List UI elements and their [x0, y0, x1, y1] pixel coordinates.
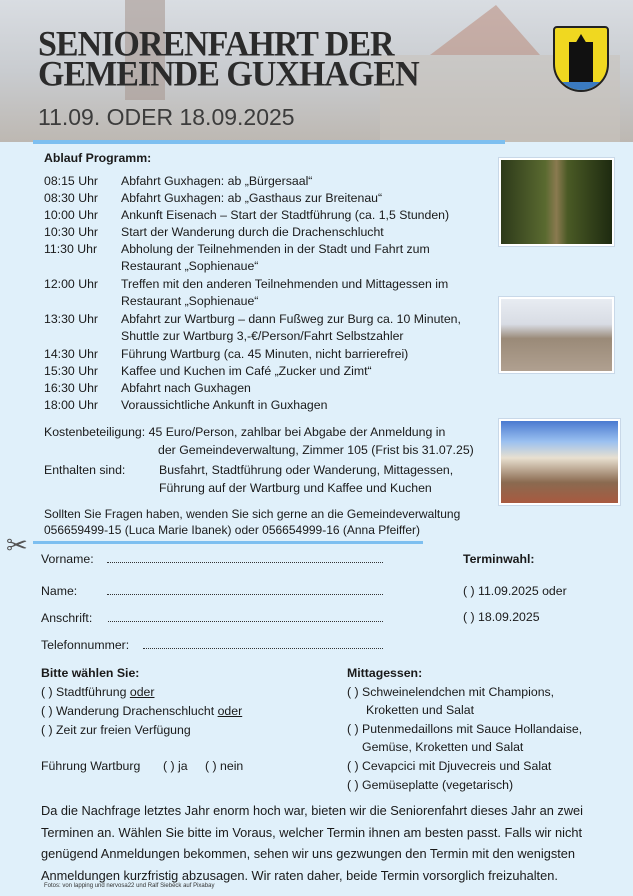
- photo-credits: Fotos: von lapping und nervosa22 und Ralf Siebeck auf Pixabay: [44, 883, 215, 889]
- cut-line: [33, 541, 423, 544]
- wartburg-ja[interactable]: ( ) ja: [163, 759, 188, 773]
- program-text: Abfahrt nach Guxhagen: [121, 381, 251, 395]
- included-label: Enthalten sind:: [44, 463, 126, 477]
- program-text: Abfahrt Guxhagen: ab „Bürgersaal“: [121, 174, 313, 188]
- lunch-heading: Mittagessen:: [347, 666, 423, 680]
- gorge-photo: [499, 158, 614, 246]
- contact-line-1: Sollten Sie Fragen haben, wenden Sie sich gerne an die Gemeindeverwaltung: [44, 507, 461, 521]
- telefon-label: Telefonnummer:: [41, 638, 130, 652]
- notice-text: Da die Nachfrage letztes Jahr enorm hoch war, bieten wir die Seniorenfahrt dieses Jahr an zwei Terminen an. Wählen Sie bitte im Voraus, welcher Termin ihnen am besten passt. Falls wir nicht genügend Anmeldungen bekommen, sehen wir uns gezwungen den Termin mit den wenigsten Anmeldungen kurzfristig abzusagen. Wir raten daher, beide Termin vorsorglich freizuhalten.: [41, 803, 584, 883]
- costs-label: Kostenbeteiligung:: [44, 425, 146, 439]
- included-line-2: Führung auf der Wartburg und Kaffee und Kuchen: [159, 481, 432, 495]
- terminwahl-heading: Terminwahl:: [463, 552, 535, 566]
- program-time: 10:00 Uhr: [44, 208, 99, 222]
- program-time: 18:00 Uhr: [44, 398, 99, 412]
- telefon-field[interactable]: [143, 639, 383, 649]
- event-dates: 11.09. ODER 18.09.2025: [38, 104, 295, 130]
- program-item: [44, 190, 494, 207]
- lunch-choice: [347, 664, 582, 794]
- castle-roof-image: [430, 5, 540, 55]
- wartburg-nein[interactable]: ( ) nein: [205, 759, 244, 773]
- termin-option-2[interactable]: ( ) 18.09.2025: [463, 610, 540, 624]
- wartburg-label: Führung Wartburg: [41, 759, 141, 773]
- program-item: [44, 397, 494, 414]
- program-time: 12:00 Uhr: [44, 277, 99, 291]
- program-text: Führung Wartburg (ca. 45 Minuten, nicht barrierefrei): [121, 347, 409, 361]
- name-label: Name:: [41, 584, 78, 598]
- program-item: [44, 207, 494, 224]
- program-item: [44, 241, 494, 275]
- title-line-1: SENIORENFAHRT DER: [38, 25, 394, 64]
- divider: [33, 140, 505, 144]
- program-text: Ankunft Eisenach – Start der Stadtführung (ca. 1,5 Stunden): [121, 208, 450, 222]
- program-text: Abfahrt zur Wartburg – dann Fußweg zur Burg ca. 10 Minuten, Shuttle zur Wartburg 3,-€/Person/Fahrt Selbstzahler: [121, 312, 461, 343]
- program-time: 08:15 Uhr: [44, 174, 99, 188]
- anschrift-field[interactable]: [108, 612, 383, 622]
- town-square-photo: [499, 297, 614, 373]
- program-item: [44, 173, 494, 190]
- program-item: [44, 346, 494, 363]
- title-line-2: GEMEINDE GUXHAGEN: [38, 55, 419, 94]
- anschrift-label: Anschrift:: [41, 611, 93, 625]
- lunch-option[interactable]: ( ) Putenmedaillons mit Sauce Hollandaise, Gemüse, Kroketten und Salat: [347, 721, 583, 755]
- program-time: 14:30 Uhr: [44, 347, 99, 361]
- program-item: [44, 380, 494, 397]
- program-heading: Ablauf Programm:: [44, 151, 152, 165]
- lunch-option[interactable]: ( ) Gemüseplatte (vegetarisch): [347, 777, 514, 792]
- program-item: [44, 224, 494, 241]
- program-text: Kaffee und Kuchen im Café „Zucker und Zimt“: [121, 364, 372, 378]
- activity-choice: [41, 664, 243, 776]
- contact-section: [44, 506, 460, 538]
- program-time: 08:30 Uhr: [44, 191, 99, 205]
- program-text: Start der Wanderung durch die Drachenschlucht: [121, 225, 384, 239]
- name-field[interactable]: [107, 585, 383, 595]
- wartburg-courtyard-photo: [499, 419, 620, 505]
- coat-of-arms-logo: [553, 26, 609, 92]
- program-text: Abholung der Teilnehmenden in der Stadt und Fahrt zum Restaurant „Sophienaue“: [121, 242, 430, 273]
- program-item: [44, 276, 494, 310]
- option-wanderung[interactable]: ( ) Wanderung Drachenschlucht oder: [41, 704, 243, 718]
- lunch-option[interactable]: ( ) Cevapcici mit Djuvecreis und Salat: [347, 758, 552, 773]
- scissors-icon: ✂: [6, 530, 28, 560]
- vorname-label: Vorname:: [41, 552, 94, 566]
- option-freie-zeit[interactable]: ( ) Zeit zur freien Verfügung: [41, 723, 191, 737]
- contact-line-2: 056659499-15 (Luca Marie Ibanek) oder 056654999-16 (Anna Pfeiffer): [44, 523, 421, 537]
- costs-line-1: 45 Euro/Person, zahlbar bei Abgabe der Anmeldung in: [148, 425, 446, 439]
- included-line-1: Busfahrt, Stadtführung oder Wanderung, Mittagessen,: [159, 463, 454, 477]
- vorname-field[interactable]: [107, 553, 383, 563]
- costs-line-2: der Gemeindeverwaltung, Zimmer 105 (Frist bis 31.07.25): [158, 443, 474, 457]
- termin-option-1[interactable]: ( ) 11.09.2025 oder: [463, 584, 567, 598]
- program-time: 11:30 Uhr: [44, 242, 98, 256]
- program-text: Abfahrt Guxhagen: ab „Gasthaus zur Breitenau“: [121, 191, 383, 205]
- program-time: 10:30 Uhr: [44, 225, 99, 239]
- choose-heading: Bitte wählen Sie:: [41, 666, 140, 680]
- program-list: [44, 173, 494, 414]
- program-time: 16:30 Uhr: [44, 381, 99, 395]
- header-banner: [0, 0, 633, 142]
- included-section: [44, 461, 453, 497]
- program-time: 15:30 Uhr: [44, 364, 99, 378]
- program-text: Treffen mit den anderen Teilnehmenden und Mittagessen im Restaurant „Sophienaue“: [121, 277, 449, 308]
- costs-section: [44, 423, 474, 459]
- program-time: 13:30 Uhr: [44, 312, 99, 326]
- program-text: Voraussichtliche Ankunft in Guxhagen: [121, 398, 328, 412]
- program-item: [44, 311, 494, 345]
- lunch-option[interactable]: ( ) Schweinelendchen mit Champions, Kroketten und Salat: [347, 684, 555, 718]
- option-stadtfuehrung[interactable]: ( ) Stadtführung oder: [41, 685, 155, 699]
- program-item: [44, 363, 494, 380]
